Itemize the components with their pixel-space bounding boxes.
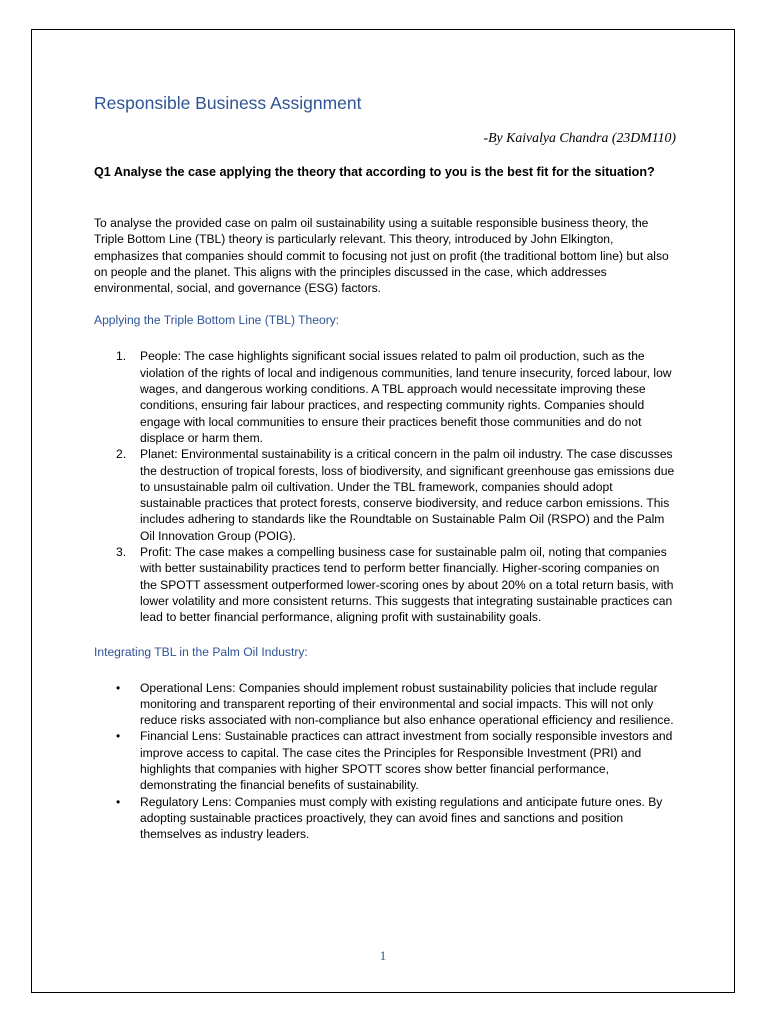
page-content	[94, 92, 676, 843]
list-item-planet	[94, 446, 676, 544]
list-item-text: : Environmental sustainability is a critical concern in the palm oil industry. The case discusses the destruction of tropical forests, loss of biodiversity, and significant greenhouse gas emissions due to unsustainable palm oil cultivation. Under the TBL framework, companies should adopt sustainable practices that protect forests, conserve biodiversity, and reduce carbon emissions. This includes adhering to standards like the Roundtable on Sustainable Palm Oil (RSPO) and the Palm Oil Innovation Group (POIG).	[140, 447, 675, 543]
list-item-text: : The case highlights significant social issues related to palm oil production, such as the violation of the rights of local and indigenous communities, land tenure insecurity, forced labour, low wages, and dangerous working conditions. A TBL approach would necessitate improving these conditions, ensuring fair labour practices, and respecting community rights. Companies should engage with local communities to ensure their practices benefit those communities and do not displace or harm them.	[140, 349, 672, 445]
section-heading-integrating: Integrating TBL in the Palm Oil Industry:	[94, 644, 308, 659]
list-item-text: : Sustainable practices can attract investment from socially responsible investors and improve access to capital. The case cites the Principles for Responsible Investment (PRI) and highlights that companies with higher SPOTT scores show better financial performance, demonstrating the financial benefits of sustainability.	[140, 729, 673, 793]
intro-paragraph: To analyse the provided case on palm oil sustainability using a suitable responsible business theory, the Triple Bottom Line (TBL) theory is particularly relevant. This theory, introduced by John Elkington, emphasizes that companies should commit to focusing not just on profit (the traditional bottom line) but also on people and the planet. This aligns with the principles discussed in the case, which addresses environmental, social, and governance (ESG) factors.	[94, 216, 669, 296]
list-number: 2.	[116, 447, 127, 462]
list-item-regulatory	[94, 794, 676, 843]
list-item-term: Planet	[140, 447, 175, 462]
section-heading-tbl: Applying the Triple Bottom Line (TBL) Theory:	[94, 313, 340, 328]
list-number: 3.	[116, 545, 127, 560]
list-item-term: Operational Lens	[140, 680, 233, 695]
list-item-term: Regulatory Lens	[140, 794, 229, 809]
list-item-text: : The case makes a compelling business case for sustainable palm oil, noting that companies with better sustainability practices tend to perform better financially. Higher-scoring companies on the SPOTT assessment outperformed lower-scoring ones by about 20% on a total return basis, with lower volatility and more consistent returns. This suggests that integrating sustainable practices can lead to better financial performance, aligning profit with sustainability goals.	[140, 545, 674, 625]
page-number: 1	[379, 948, 387, 963]
list-item-text: : Companies should implement robust sustainability policies that include regular monitoring and transparent reporting of their environmental and social impacts. This will not only reduce risks associated with non-compliance but also enhance operational efficiency and resilience.	[140, 680, 674, 728]
author-byline: -By Kaivalya Chandra (23DM110)	[483, 130, 676, 145]
list-item-profit	[94, 544, 676, 625]
list-item-operational	[94, 680, 676, 729]
document-title: Responsible Business Assignment	[94, 93, 362, 113]
list-item-term: Profit	[140, 545, 169, 560]
bullet-list	[94, 680, 676, 843]
list-item-financial	[94, 728, 676, 793]
list-number: 1.	[116, 349, 127, 364]
bullet-icon: •	[116, 794, 121, 809]
bullet-icon: •	[116, 729, 121, 744]
document-page	[31, 29, 735, 993]
list-item-term: Financial Lens	[140, 729, 218, 744]
list-item-text: : Companies must comply with existing regulations and anticipate future ones. By adopting sustainable practices proactively, they can avoid fines and sanctions and position themselves as industry leaders.	[140, 794, 663, 842]
list-item-people	[94, 348, 676, 446]
numbered-list	[94, 348, 676, 625]
list-item-term: People	[140, 349, 178, 364]
question-heading: Q1 Analyse the case applying the theory that according to you is the best fit for the situation?	[94, 165, 655, 179]
bullet-icon: •	[116, 680, 121, 695]
